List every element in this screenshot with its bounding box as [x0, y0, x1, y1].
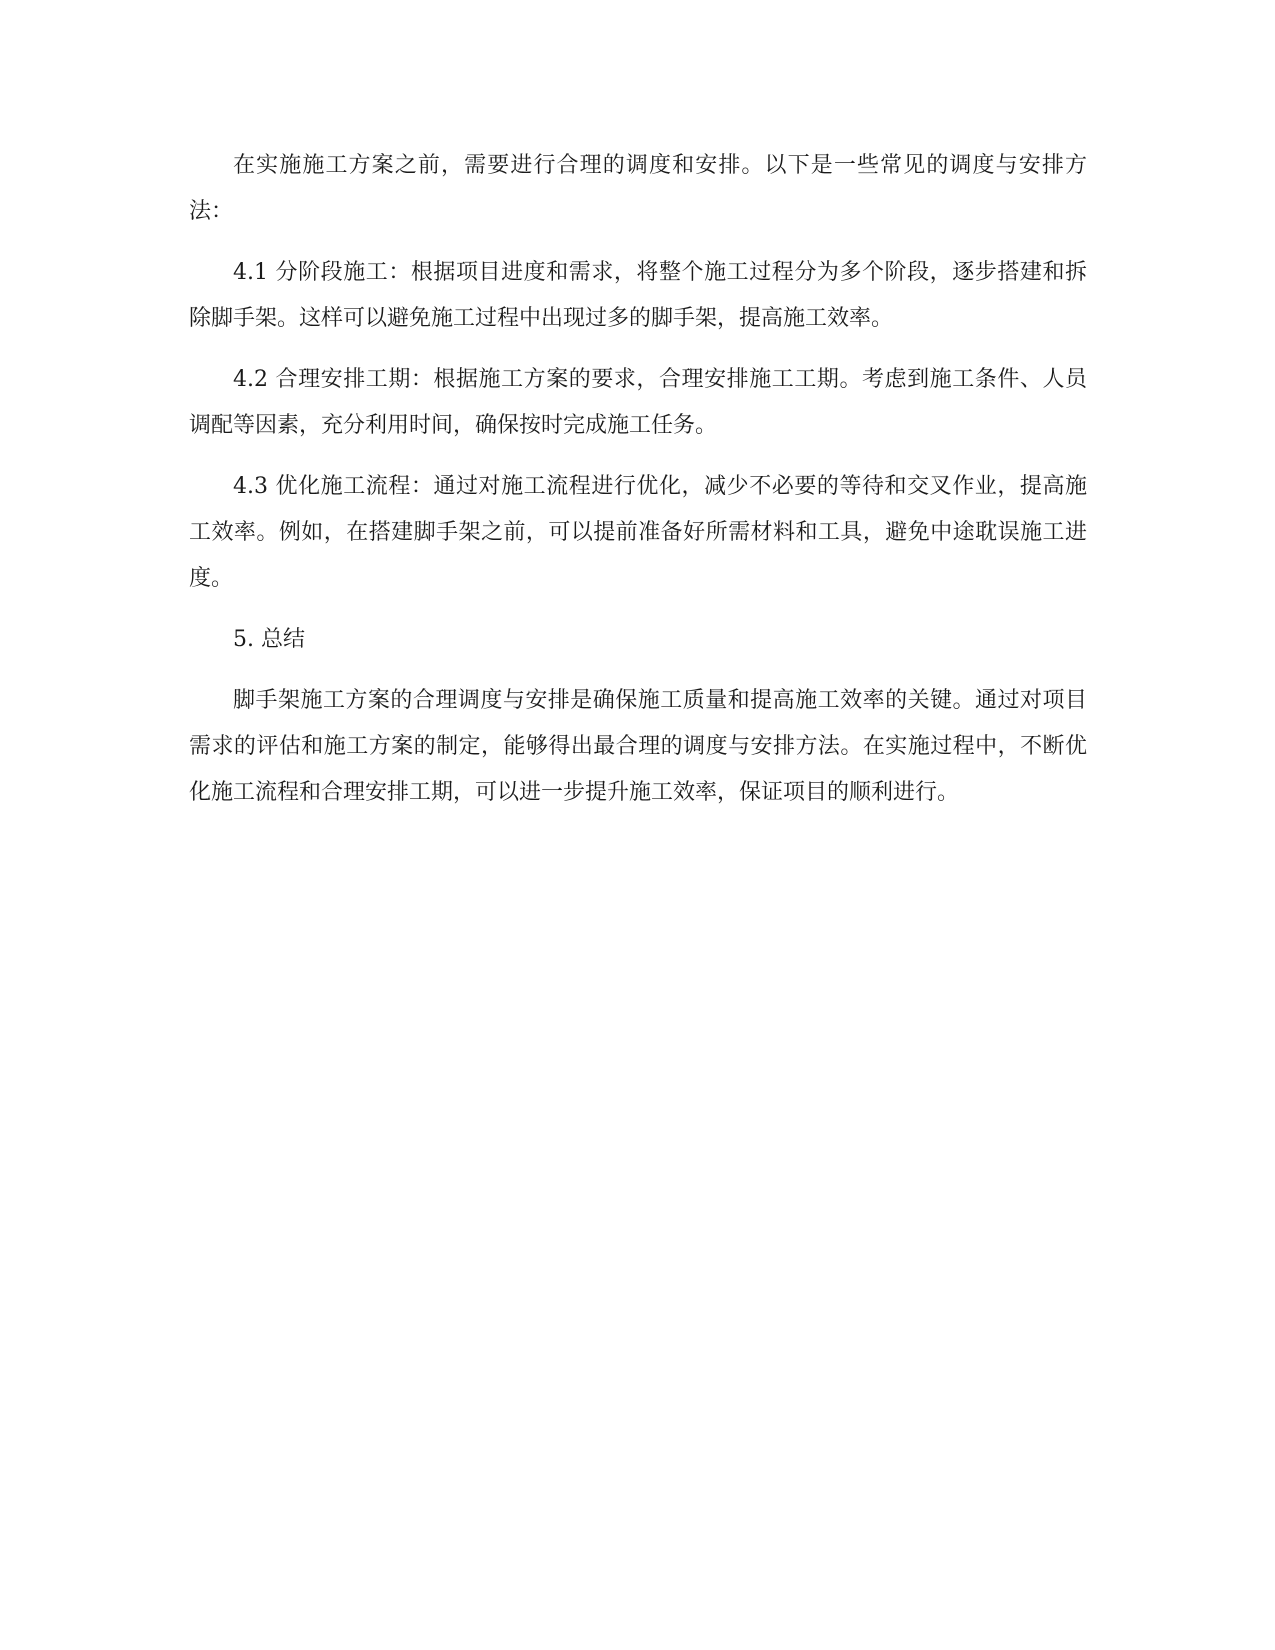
document-body [189, 143, 1087, 834]
paragraph-intro: 在实施施工方案之前，需要进行合理的调度和安排。以下是一些常见的调度与安排方法： [189, 153, 1087, 224]
paragraph-4-3: 4.3 优化施工流程：通过对施工流程进行优化，减少不必要的等待和交叉作业，提高施工效率。例如，在搭建脚手架之前，可以提前准备好所需材料和工具，避免中途耽误施工进度。 [189, 474, 1087, 591]
paragraph-summary: 脚手架施工方案的合理调度与安排是确保施工质量和提高施工效率的关键。通过对项目需求的评估和施工方案的制定，能够得出最合理的调度与安排方法。在实施过程中，不断优化施工流程和合理安排工期，可以进一步提升施工效率，保证项目的顺利进行。 [189, 688, 1087, 805]
paragraph-4-1: 4.1 分阶段施工：根据项目进度和需求，将整个施工过程分为多个阶段，逐步搭建和拆除脚手架。这样可以避免施工过程中出现过多的脚手架，提高施工效率。 [189, 260, 1087, 331]
section-heading-summary: 5. 总结 [233, 627, 305, 652]
paragraph-4-2: 4.2 合理安排工期：根据施工方案的要求，合理安排施工工期。考虑到施工条件、人员调配等因素，充分利用时间，确保按时完成施工任务。 [189, 367, 1087, 438]
